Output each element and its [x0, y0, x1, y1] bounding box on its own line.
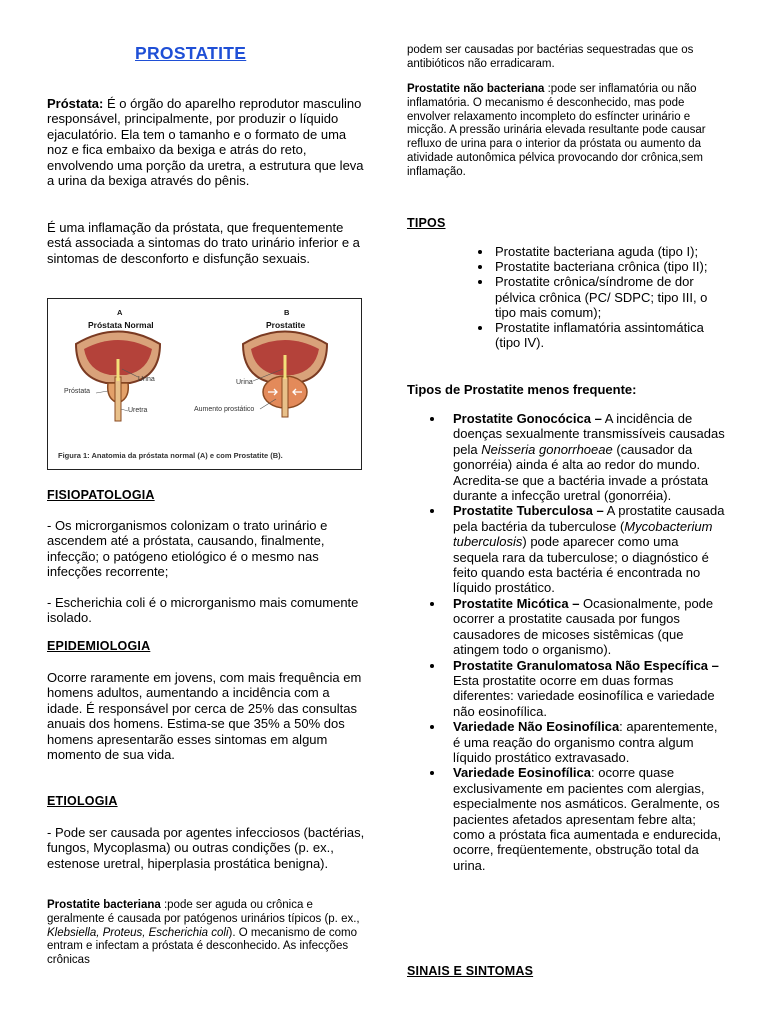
- sinais-sintomas-heading: SINAIS E SINTOMAS: [407, 964, 534, 978]
- freq-term-1: Prostatite Tuberculosa –: [453, 503, 604, 519]
- tipo-3: Prostatite crônica/síndrome de dor pélvica crônica (PC/ SDPC; tipo III, o tipo mais comum);: [495, 274, 708, 320]
- label-urina-a: Urina: [138, 376, 155, 383]
- freq-term-4: Variedade Não Eosinofílica: [453, 719, 620, 735]
- fisiopatologia-paragraph-2: - Escherichia coli é o microrganismo mais comumente isolado.: [47, 595, 359, 626]
- continuation-paragraph: podem ser causadas por bactérias sequestradas que os antibióticos não erradicaram.: [407, 44, 694, 70]
- list-item: [407, 765, 725, 873]
- prostata-term: Próstata:: [47, 96, 104, 111]
- label-prostata-a: Próstata: [64, 388, 91, 395]
- label-aumento-b: Aumento prostático: [194, 406, 255, 413]
- prostata-definition: [47, 96, 365, 188]
- freq-pre-1: A prostatite causada pela bactéria da tuberculose (: [453, 503, 725, 534]
- freq-pre-3: Esta prostatite ocorre em duas formas diferentes: variedade eosinofílica e variedade não eosinofílica.: [453, 672, 715, 719]
- freq-post-1: ) pode aparecer como uma sequela rara da tuberculose; o diagnóstico é feito quando esta bactéria é encontrada no líquido prostático.: [453, 534, 709, 596]
- epidemiologia-heading: EPIDEMIOLOGIA: [47, 639, 151, 653]
- freq-ital-0: Neisseria gonorrhoeae: [481, 441, 613, 457]
- figure-title-normal: Próstata Normal: [88, 320, 154, 330]
- etiologia-paragraph: - Pode ser causada por agentes infecciosos (bactérias, fungos, Mycoplasma) ou outras condições (p. ex., estenose uretral, hiperplasia prostática benigna).: [47, 825, 365, 871]
- freq-pre-5: : ocorre quase exclusivamente em pacientes com alergias, especialmente nos asmáticos. Geralmente, os pacientes afetados apresentam febre alta; como a próstata fica aumentada e endurecida, ocorre, freqüentemente, obstrução total da urina.: [453, 765, 722, 873]
- figure-title-prostatitis: Prostatite: [266, 320, 306, 330]
- bacteriana-term: Prostatite bacteriana: [47, 899, 161, 911]
- prostatitis-drawing: [243, 332, 327, 418]
- figure-label-a: A: [117, 308, 123, 317]
- freq-post-0: (causador da gonorréia) ainda é alta ao redor do mundo. Acredita-se que a bactéria invade a próstata durante a infecção uretral (gonorréia).: [453, 441, 709, 504]
- list-item: [407, 411, 725, 503]
- epidemiologia-paragraph: Ocorre raramente em jovens, com mais frequência em homens adultos, aumentando a incidência com a idade. É responsável por cerca de 25% das consultas anuais dos homens. Estima-se que 35% a 50% dos homens apresentarão esses sintomas em algum momento de sua vida.: [47, 670, 362, 763]
- list-item: [407, 658, 725, 720]
- list-item: [407, 320, 725, 350]
- inflammation-paragraph: É uma inflamação da próstata, que frequentemente está associada a sintomas do trato urinário inferior e a sintomas de desconforto e disfunção sexuais.: [47, 220, 360, 266]
- tipos-list: [407, 244, 725, 350]
- prostata-text: É o órgão do aparelho reprodutor masculino responsável, principalmente, por produzir o líquido ejaculatório. Ela tem o tamanho e o formato de uma noz e fica embaixo da bexiga e atrás do reto, envolvendo uma porção da uretra, a estrutura que leva a urina da bexiga através do pênis.: [47, 96, 364, 189]
- bacteriana-text-1: :pode ser aguda ou crônica e geralmente é causada por patógenos urinários típicos (p. ex.,: [47, 899, 360, 925]
- list-item: [407, 259, 725, 274]
- list-item: [407, 596, 725, 658]
- list-item: [407, 244, 725, 259]
- bacteriana-paragraph: [47, 899, 365, 968]
- nao-bacteriana-paragraph: [407, 83, 725, 180]
- freq-term-5: Variedade Eosinofílica: [453, 765, 591, 781]
- list-item: [407, 503, 725, 595]
- fisiopatologia-paragraph-1: - Os microrganismos colonizam o trato urinário e ascendem até a próstata, causando, finalmente, infecção; o patógeno etiológico é o mesmo nas infecções recorrente;: [47, 518, 328, 580]
- list-item: [407, 274, 725, 320]
- label-urina-b: Urina: [236, 379, 253, 386]
- tipo-4: Prostatite inflamatória assintomática (tipo IV).: [495, 320, 704, 351]
- freq-pre-4: : aparentemente, é uma reação do organismo contra algum líquido prostático extravasado.: [453, 719, 718, 765]
- figure-caption: Figura 1: Anatomia da próstata normal (A) e com Prostatite (B).: [58, 451, 283, 460]
- menos-frequente-list: [407, 411, 725, 873]
- freq-ital-1: Mycobacterium tuberculosis: [453, 518, 713, 550]
- etiologia-heading: ETIOLOGIA: [47, 794, 118, 808]
- tipo-1: Prostatite bacteriana aguda (tipo I);: [495, 244, 699, 259]
- label-uretra-a: Uretra: [128, 407, 148, 414]
- fisiopatologia-heading: FISIOPATOLOGIA: [47, 488, 155, 502]
- freq-pre-2: Ocasionalmente, pode ocorrer a prostatite causada por fungos causadores de micoses sistêmicas (que atingem todo o organismo).: [453, 595, 714, 658]
- tipo-2: Prostatite bacteriana crônica (tipo II);: [495, 259, 708, 275]
- bacteriana-text-2: ). O mecanismo de como entram e infectam a próstata é desconhecido. As infecções crônicas: [47, 926, 357, 967]
- freq-term-0: Prostatite Gonocócica –: [453, 411, 602, 426]
- tipos-heading: TIPOS: [407, 216, 446, 230]
- figure-label-b: B: [284, 308, 290, 317]
- menos-frequente-heading: Tipos de Prostatite menos frequente:: [407, 382, 637, 397]
- anatomy-figure: [47, 298, 362, 470]
- freq-term-3: Prostatite Granulomatosa Não Específica –: [453, 657, 719, 673]
- freq-term-2: Prostatite Micótica –: [453, 595, 580, 611]
- list-item: [407, 719, 725, 765]
- freq-pre-0: A incidência de doenças sexualmente transmissíveis causadas pela: [453, 411, 725, 457]
- page-title: PROSTATITE: [135, 43, 247, 63]
- nao-bacteriana-term: Prostatite não bacteriana: [407, 83, 545, 95]
- bacteriana-italic: Klebsiella, Proteus, Escherichia coli: [47, 926, 229, 939]
- nao-bacteriana-text: :pode ser inflamatória ou não inflamatória. O mecanismo é desconhecido, mas pode envolver relaxamento incompleto do esfíncter urinário e micção. A pressão urinária elevada resultante pode causar refluxo de urina para o interior da próstata ou aumento da atividade autonômica pélvica provocando dor crônica,sem inflamação.: [407, 83, 706, 178]
